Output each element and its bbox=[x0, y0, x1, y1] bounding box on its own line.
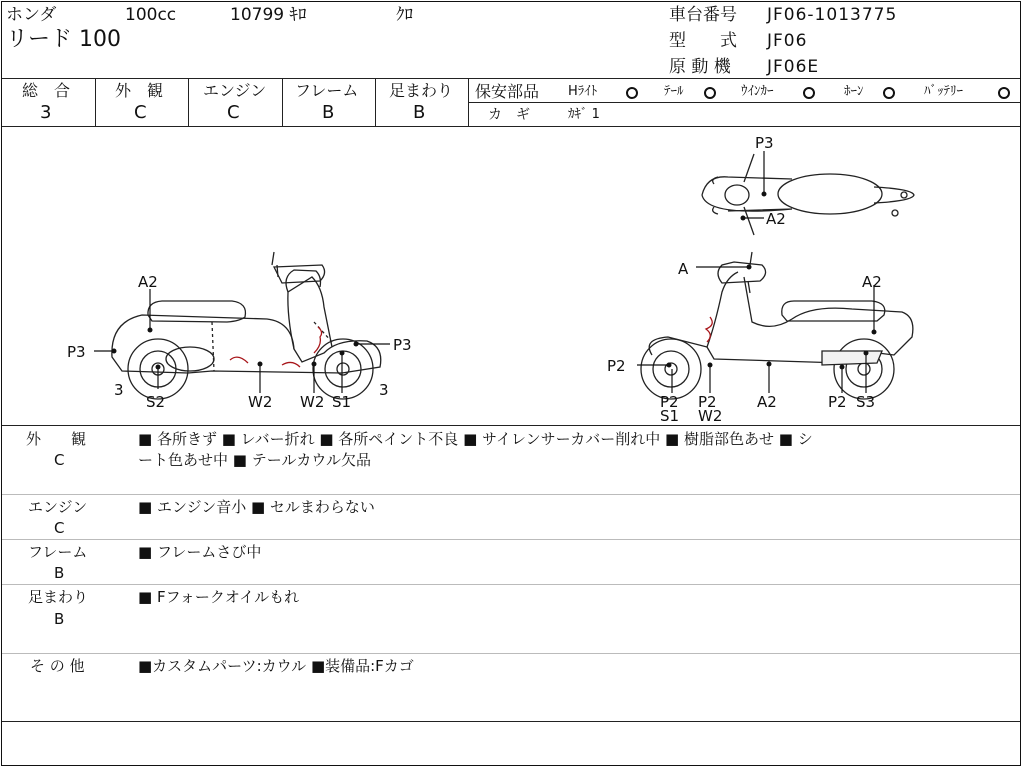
damage-code-label: P2 bbox=[660, 393, 679, 411]
notes-suspension-title: 足まわり bbox=[28, 588, 89, 606]
notes-exterior-grade: C bbox=[54, 451, 65, 469]
damage-code-label: A2 bbox=[766, 210, 786, 228]
damage-code-label: S1 bbox=[660, 407, 680, 425]
key-label: カ ギ bbox=[488, 107, 530, 123]
divider bbox=[188, 78, 189, 126]
frame-grade: B bbox=[322, 102, 335, 123]
damage-code-label: A2 bbox=[138, 273, 158, 291]
header-divider bbox=[2, 78, 1021, 79]
safety-parts-label: 保安部品 bbox=[475, 82, 540, 101]
notes-frame-line: ■ フレームさび中 bbox=[138, 543, 262, 561]
tail-ok-icon bbox=[704, 87, 716, 99]
divider bbox=[375, 78, 376, 126]
damage-code-label: S1 bbox=[332, 393, 352, 411]
damage-code-label: W2 bbox=[300, 393, 325, 411]
winker-label: ｳｲﾝｶｰ bbox=[741, 84, 774, 99]
horn-ok-icon bbox=[883, 87, 895, 99]
battery-ok-icon bbox=[998, 87, 1010, 99]
battery-label: ﾊﾞｯﾃﾘｰ bbox=[924, 84, 963, 99]
key-value: ｶｷﾞ 1 bbox=[568, 107, 600, 122]
suspension-grade: B bbox=[413, 102, 426, 123]
divider bbox=[2, 539, 1021, 540]
notes-exterior-title: 外 観 bbox=[26, 430, 87, 448]
damage-code-label: W2 bbox=[248, 393, 273, 411]
scooter-top-view bbox=[702, 154, 914, 235]
damage-code-label: A bbox=[678, 260, 689, 278]
type-label: 型 式 bbox=[669, 31, 737, 51]
notes-frame-grade: B bbox=[54, 564, 65, 582]
inspection-sheet bbox=[1, 1, 1021, 766]
divider bbox=[2, 584, 1021, 585]
diagram-divider bbox=[2, 425, 1021, 426]
damage-code-label: A2 bbox=[862, 273, 882, 291]
leader-lines bbox=[94, 151, 874, 393]
notes-engine-title: エンジン bbox=[28, 498, 88, 516]
overall-grade: 3 bbox=[40, 102, 52, 123]
damage-code-label: S3 bbox=[856, 393, 876, 411]
notes-engine-grade: C bbox=[54, 519, 65, 537]
notes-engine-line: ■ エンジン音小 ■ セルまわらない bbox=[138, 498, 375, 516]
damage-code-label: P2 bbox=[828, 393, 847, 411]
damage-code-label: 3 bbox=[379, 381, 389, 399]
suspension-grade-label: 足まわり bbox=[389, 81, 454, 100]
notes-suspension-line: ■ Fフォークオイルもれ bbox=[138, 588, 300, 606]
divider bbox=[2, 721, 1021, 722]
model-name: リード 100 bbox=[6, 27, 121, 52]
displacement: 100cc bbox=[125, 5, 177, 25]
damage-code-label: P3 bbox=[393, 336, 412, 354]
damage-code-label: W2 bbox=[698, 407, 723, 425]
type-value: JF06 bbox=[767, 31, 808, 51]
divider bbox=[2, 494, 1021, 495]
engine-grade-label: エンジン bbox=[203, 81, 267, 100]
tail-label: ﾃｰﾙ bbox=[664, 84, 684, 99]
damage-code-label: P3 bbox=[755, 134, 774, 152]
headlight-ok-icon bbox=[626, 87, 638, 99]
divider bbox=[282, 78, 283, 126]
maker: ホンダ bbox=[6, 5, 57, 25]
engine-label: 原 動 機 bbox=[669, 57, 731, 77]
damage-code-label: 3 bbox=[114, 381, 124, 399]
engine-grade: C bbox=[227, 102, 240, 123]
notes-frame-title: フレーム bbox=[28, 543, 88, 561]
notes-exterior-line: ート色あせ中 ■ テールカウル欠品 bbox=[138, 451, 371, 469]
headlight-label: Hﾗｲﾄ bbox=[568, 84, 598, 99]
damage-code-label: P2 bbox=[698, 393, 717, 411]
damage-code-label: P2 bbox=[607, 357, 626, 375]
horn-label: ﾎｰﾝ bbox=[844, 84, 864, 99]
notes-other-line: ■カスタムパーツ:カウル ■装備品:Fカゴ bbox=[138, 657, 414, 675]
divider bbox=[95, 78, 96, 126]
exterior-grade: C bbox=[134, 102, 147, 123]
damage-code-label: A2 bbox=[757, 393, 777, 411]
damage-code-label: S2 bbox=[146, 393, 166, 411]
notes-other-title: そ の 他 bbox=[30, 657, 85, 675]
notes-suspension-grade: B bbox=[54, 610, 65, 628]
damage-code-label: P3 bbox=[67, 343, 86, 361]
safety-divider bbox=[468, 102, 1021, 103]
damage-diagram bbox=[2, 127, 1021, 425]
mileage: 10799 ｷﾛ bbox=[230, 5, 307, 25]
color: ｸﾛ bbox=[396, 5, 413, 25]
engine-value: JF06E bbox=[767, 57, 820, 77]
winker-ok-icon bbox=[803, 87, 815, 99]
frame-number: JF06-1013775 bbox=[767, 5, 898, 25]
divider bbox=[2, 653, 1021, 654]
frame-number-label: 車台番号 bbox=[669, 5, 737, 25]
overall-grade-label: 総 合 bbox=[22, 81, 71, 100]
exterior-grade-label: 外 観 bbox=[115, 81, 164, 100]
notes-exterior-line: ■ 各所きず ■ レバー折れ ■ 各所ペイント不良 ■ サイレンサーカバー削れ中 ■ 樹脂部色あせ ■ シ bbox=[138, 430, 813, 448]
frame-grade-label: フレーム bbox=[295, 81, 359, 100]
